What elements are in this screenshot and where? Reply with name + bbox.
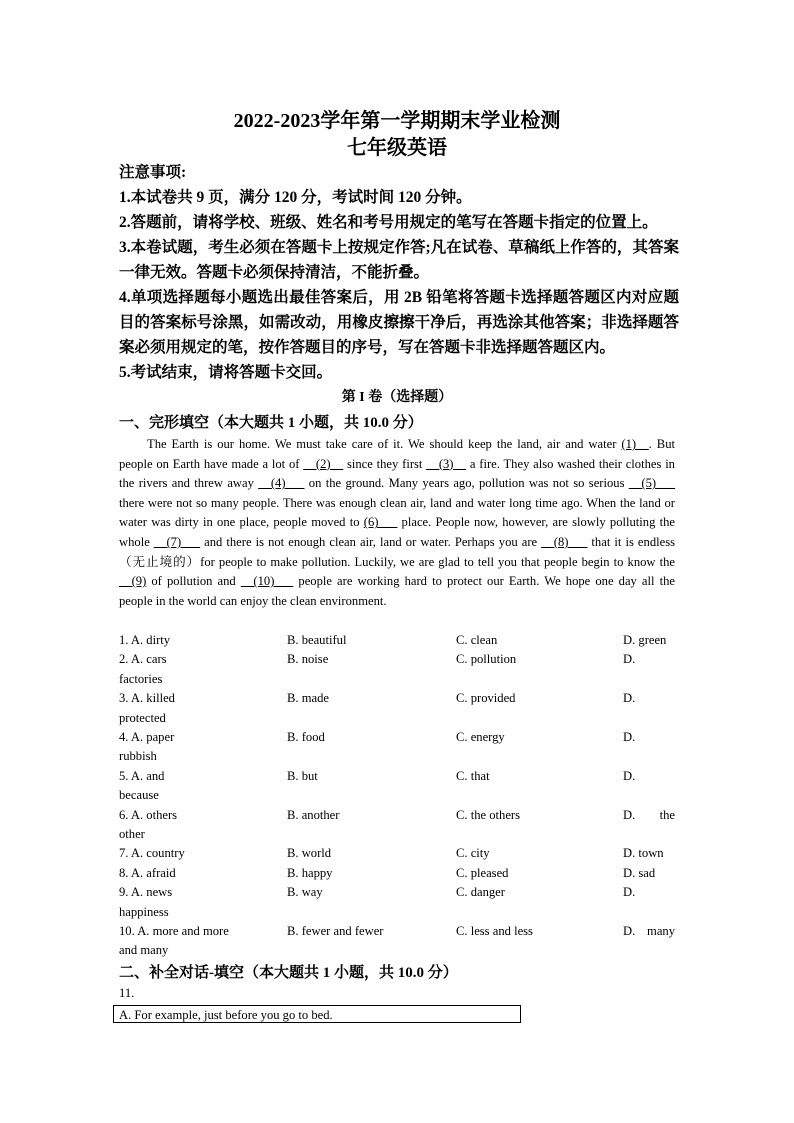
option-a: 5. A. and: [119, 768, 165, 783]
option-c: C. the others: [456, 807, 521, 822]
option-b: B. beautiful: [287, 633, 347, 647]
passage-text: place. People now, however, are slowly polluting the whole: [119, 515, 675, 549]
option-c: C. pollution: [456, 652, 517, 667]
passage-text: . But people on Earth have made a lot of: [119, 437, 675, 471]
question-row: [119, 922, 679, 961]
option-c: C. provided: [456, 691, 516, 706]
blank-7: __(7)___: [153, 534, 201, 549]
option-d: D.: [623, 885, 636, 900]
question-row: [119, 806, 679, 845]
option-c: C. that: [456, 768, 490, 783]
notice-item: 1.本试卷共 9 页，满分 120 分，考试时间 120 分钟。: [119, 189, 472, 206]
option-a: 1. A. dirty: [119, 633, 171, 647]
option-a: 2. A. cars: [119, 652, 167, 667]
option-b: B. food: [287, 729, 325, 744]
question-number: 11.: [119, 986, 135, 1000]
option-d-wrap: and many: [119, 943, 169, 958]
notice-block: [119, 160, 679, 385]
passage-text: The Earth is our home. We must take care of it. We should keep the land, air and water: [147, 437, 622, 451]
notice-item: 5.考试结束，请将答题卡交回。: [119, 364, 333, 381]
question-row: [119, 844, 679, 863]
passage-text: since they first: [343, 456, 427, 471]
option-d: D.: [623, 652, 636, 667]
blank-9: __(9): [119, 574, 147, 589]
options-list: [119, 631, 679, 961]
notice-item: 3.本卷试题，考生必须在答题卡上按规定作答;凡在试卷、草稿纸上作答的，其答案一律无效。答题卡必须保持清洁，不能折叠。: [119, 239, 679, 281]
question-row: [119, 689, 679, 728]
option-a: 9. A. news: [119, 885, 173, 900]
notice-item: 2.答题前，请将学校、班级、姓名和考号用规定的笔写在答题卡指定的位置上。: [119, 214, 658, 231]
option-c: C. city: [456, 846, 490, 861]
option-d: D.: [623, 768, 636, 783]
option-c: C. energy: [456, 729, 505, 744]
option-b: B. world: [287, 846, 332, 861]
option-a: 10. A. more and more: [119, 923, 229, 938]
passage-text: there were not so many people. There was enough clean air, land and water long time ago. When the land or water was dirty in one place, people moved to: [119, 495, 675, 530]
blank-6: (6)___: [363, 515, 398, 530]
option-b: B. way: [287, 885, 323, 900]
exam-subtitle: 七年级英语: [347, 137, 447, 159]
option-box: A. For example, just before you go to bed.: [113, 1005, 521, 1023]
option-d: D. green: [623, 633, 667, 647]
passage-text: people are working hard to protect our Earth. We hope one day all the people in the world can enjoy the clean environment.: [119, 574, 675, 608]
option-a: 8. A. afraid: [119, 865, 176, 880]
option-d-wrap: other: [119, 826, 145, 841]
option-d: D. sad: [623, 865, 656, 880]
option-d: D.: [623, 729, 636, 744]
option-b: B. but: [287, 768, 318, 783]
option-a: 7. A. country: [119, 846, 185, 861]
passage-text: and there is not enough clean air, land or water. Perhaps you are: [200, 534, 542, 549]
blank-4: __(4)___: [258, 476, 305, 491]
cloze-passage: [119, 435, 675, 611]
option-d: D. town: [623, 846, 664, 861]
blank-10: __(10)___: [240, 574, 294, 589]
notice-heading: 注意事项:: [119, 164, 187, 181]
option-d-wrap: factories: [119, 671, 163, 686]
part-title: 第 I 卷（选择题）: [341, 390, 453, 405]
notice-item: 4.单项选择题每小题选出最佳答案后，用 2B 铅笔将答题卡选择题答题区内对应题目的答案标号涂黑，如需改动，用橡皮擦擦干净后，再选涂其他答案；非选择题答案必须用规定的笔，按作答题目的序号，写在答题卡非选择题答题区内。: [119, 289, 679, 356]
section-heading: 一、完形填空（本大题共 1 小题，共 10.0 分）: [119, 415, 423, 431]
question-row: [119, 883, 679, 922]
blank-3: __(3)__: [426, 456, 467, 471]
option-c: C. clean: [456, 633, 498, 647]
option-d-wrap: rubbish: [119, 749, 157, 764]
option-c: C. less and less: [456, 923, 533, 938]
blank-1: (1)__: [621, 437, 649, 451]
option-c: C. pleased: [456, 865, 509, 880]
option-b: B. another: [287, 807, 340, 822]
passage-text: of pollution and: [146, 574, 241, 589]
blank-8: __(8)___: [541, 534, 588, 549]
question-row: [119, 767, 679, 806]
question-row: [119, 650, 679, 689]
option-a: 4. A. paper: [119, 729, 175, 744]
blank-5: __(5)___: [628, 476, 675, 491]
option-b: B. made: [287, 691, 329, 706]
option-b: B. happy: [287, 865, 333, 880]
option-d-wrap: happiness: [119, 904, 169, 919]
option-d-wrap: protected: [119, 710, 166, 725]
option-a: 3. A. killed: [119, 691, 175, 706]
passage-text: on the ground. Many years ago, pollution was not so serious: [304, 476, 629, 491]
option-b: B. fewer and fewer: [287, 923, 384, 938]
passage-text: that it is endless（无止境的）for people to make pollution. Luckily, we are glad to tell you that people begin to know the: [119, 534, 676, 569]
question-row: [119, 864, 679, 883]
question-row: [119, 631, 679, 650]
option-b: B. noise: [287, 652, 329, 667]
option-d-wrap: because: [119, 788, 159, 803]
passage-text: a fire. They also washed their clothes in the rivers and threw away: [119, 456, 675, 491]
option-d: D.: [623, 691, 636, 706]
option-a: 6. A. others: [119, 807, 178, 822]
option-c: C. danger: [456, 885, 505, 900]
exam-title: 2022-2023学年第一学期期末学业检测: [233, 110, 561, 132]
question-row: [119, 728, 679, 767]
blank-2: __(2)__: [303, 456, 344, 471]
option-d: D. many: [623, 923, 675, 938]
section-heading: 二、补全对话-填空（本大题共 1 小题，共 10.0 分）: [119, 965, 458, 981]
option-d: D. the: [623, 807, 675, 822]
